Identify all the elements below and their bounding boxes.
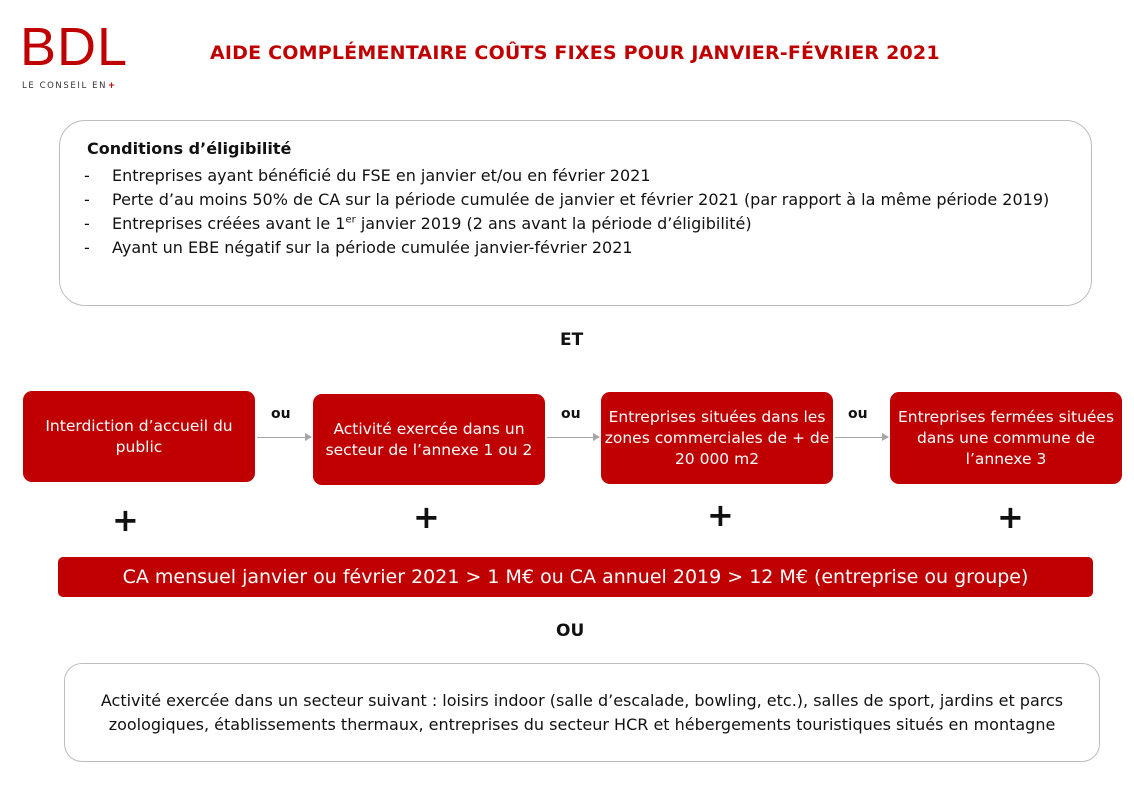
or-connector: ou: [848, 406, 868, 422]
eligibility-item-text: Perte d’au moins 50% de CA sur la période cumulée de janvier et février 2021 (par rapport à la même période 2019): [112, 190, 1050, 209]
eligibility-item: [82, 164, 1082, 188]
option-box-closed-commune: [890, 392, 1122, 484]
plus-icon: +: [997, 498, 1024, 536]
ordinal-superscript: er: [345, 214, 356, 226]
logo-tagline: [22, 80, 115, 92]
eligibility-item-text: Entreprises ayant bénéficié du FSE en janvier et/ou en février 2021: [112, 166, 651, 185]
arrow-right-icon: [547, 437, 599, 438]
bullet-dash: -: [84, 166, 90, 185]
or-connector: ou: [561, 406, 581, 422]
arrow-right-icon: [835, 437, 888, 438]
option-box-public-ban: [23, 391, 255, 482]
plus-icon: +: [112, 501, 139, 539]
eligibility-item-text: Entreprises créées avant le 1: [112, 214, 346, 233]
option-label: Activité exercée dans un secteur de l’annexe 1 ou 2: [325, 419, 533, 459]
eligibility-list: [82, 164, 1082, 260]
revenue-condition-text: CA mensuel janvier ou février 2021 > 1 M€ ou CA annuel 2019 > 12 M€ (entreprise ou groupe): [122, 566, 1029, 588]
sector-box: [64, 663, 1100, 762]
eligibility-heading: Conditions d’éligibilité: [87, 139, 292, 158]
or-connector-main: OU: [556, 621, 585, 641]
option-label: Interdiction d’accueil du public: [45, 416, 233, 456]
arrow-right-icon: [257, 437, 311, 438]
eligibility-item-text: Ayant un EBE négatif sur la période cumulée janvier-février 2021: [112, 238, 633, 257]
option-box-annex-sector: [313, 394, 545, 485]
eligibility-item-text-rest: janvier 2019 (2 ans avant la période d’éligibilité): [355, 214, 752, 233]
bullet-dash: -: [84, 238, 90, 257]
logo-tagline-text: LE CONSEIL EN: [22, 81, 108, 91]
bullet-dash: -: [84, 190, 90, 209]
plus-icon: +: [413, 498, 440, 536]
and-connector: ET: [560, 330, 584, 350]
eligibility-box: [59, 120, 1092, 306]
or-connector: ou: [271, 406, 291, 422]
bullet-dash: -: [84, 214, 90, 233]
option-label: Entreprises fermées situées dans une commune de l’annexe 3: [897, 407, 1115, 468]
eligibility-item: [82, 188, 1082, 212]
eligibility-item: [82, 212, 1082, 236]
bdl-logo: [20, 17, 160, 92]
page-title: AIDE COMPLÉMENTAIRE COÛTS FIXES POUR JANVIER-FÉVRIER 2021: [210, 42, 940, 64]
plus-icon: +: [707, 496, 734, 534]
eligibility-item: [82, 236, 1082, 260]
logo-letters: BDL: [20, 17, 129, 77]
logo-plus-icon: +: [108, 81, 116, 91]
sector-text: Activité exercée dans un secteur suivant : loisirs indoor (salle d’escalade, bowling, etc.), salles de sport, jardins et parcs zoologiques, établissements thermaux, entreprises du secteur HCR et hébergements touristiques situés en montagne: [100, 690, 1064, 734]
option-box-commercial-zone: [601, 392, 833, 484]
option-label: Entreprises situées dans les zones commerciales de + de 20 000 m2: [604, 407, 830, 468]
revenue-condition-bar: [58, 557, 1093, 597]
